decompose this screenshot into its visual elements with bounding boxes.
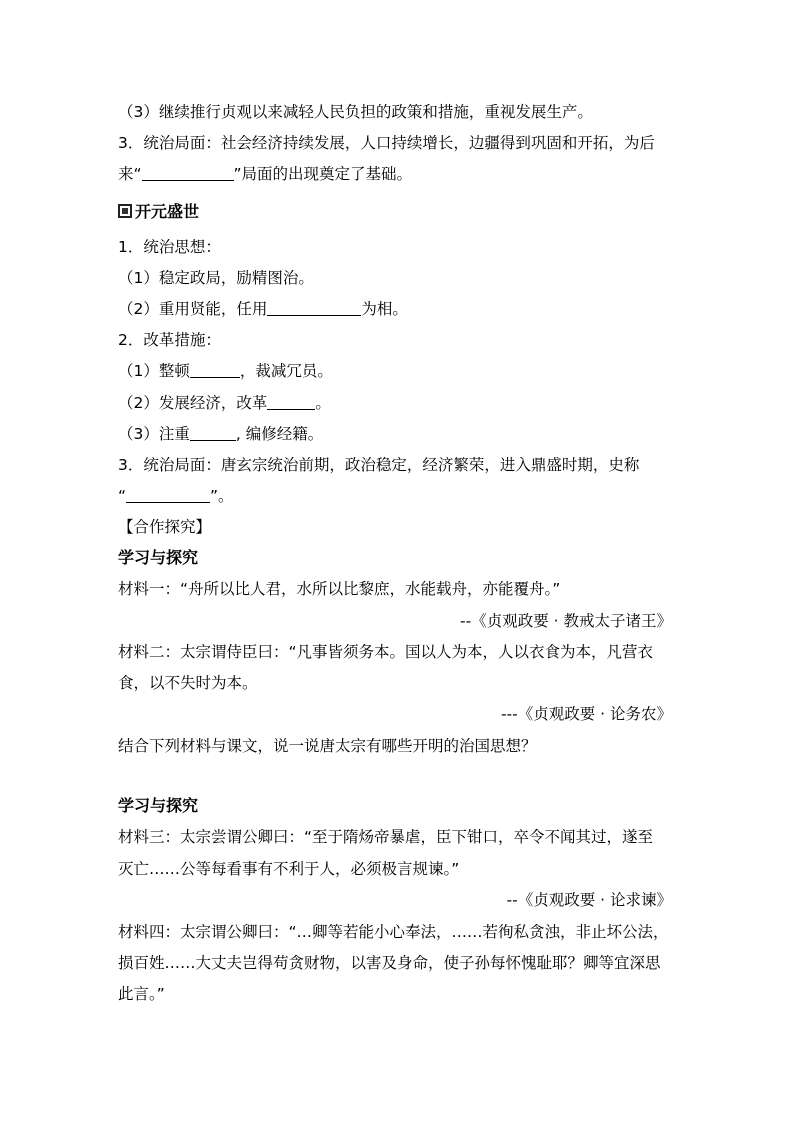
text-segment: （3）注重 (118, 425, 190, 443)
fill-blank-line (118, 423, 323, 445)
text-segment: ”。 (210, 487, 234, 505)
text-line: （1）稳定政局，励精图治。 (118, 269, 314, 287)
text-segment: “ (118, 487, 127, 505)
citation: --《贞观政要 · 论求谏》 (506, 891, 672, 909)
citation: ---《贞观政要 · 论务农》 (500, 705, 672, 723)
fill-blank-line (118, 298, 408, 320)
subsection-heading: 学习与探究 (118, 796, 199, 815)
text-segment: ，裁减冗员。 (239, 362, 333, 380)
answer-blank[interactable] (142, 164, 234, 181)
section-icon (118, 204, 132, 218)
material-line: 材料四：太宗谓公卿曰：“…卿等若能小心奉法，……若徇私贪浊，非止坏公法， (118, 923, 669, 941)
material-line: 此言。” (118, 985, 165, 1003)
answer-blank[interactable] (190, 424, 236, 441)
text-line: 3．统治局面：社会经济持续发展，人口持续增长，边疆得到巩固和开拓，为后 (118, 134, 655, 152)
material-line: 材料一：“舟所以比人君，水所以比黎庶，水能载舟，亦能覆舟。” (118, 580, 561, 598)
section-title: 开元盛世 (135, 202, 200, 221)
text-line: 3．统治局面：唐玄宗统治前期，政治稳定，经济繁荣，进入鼎盛时期，史称 (118, 456, 640, 474)
fill-blank-line (118, 392, 331, 414)
text-segment: ”局面的出现奠定了基础。 (233, 165, 413, 183)
material-line: 材料二：太宗谓侍臣曰：“凡事皆须务本。国以人为本，人以衣食为本，凡营衣 (118, 643, 654, 661)
section-heading (118, 201, 199, 223)
section-label: 【合作探究】 (118, 518, 212, 536)
text-segment: （1）整顿 (118, 362, 190, 380)
text-segment: 来“ (118, 165, 142, 183)
text-segment: , 编修经籍。 (235, 425, 324, 443)
answer-blank[interactable] (126, 486, 210, 503)
fill-blank-line (118, 360, 333, 382)
text-line: （3）继续推行贞观以来减轻人民负担的政策和措施，重视发展生产。 (118, 103, 593, 121)
material-line: 材料三：太宗尝谓公卿曰：“至于隋炀帝暴虐，臣下钳口，卒令不闻其过，遂至 (118, 828, 654, 846)
citation: --《贞观政要 · 教戒太子诸王》 (460, 612, 672, 630)
material-line: 灭亡……公等每看事有不利于人，必须极言规谏。” (118, 860, 460, 878)
fill-blank-line (118, 485, 234, 507)
question-line: 结合下列材料与课文，说一说唐太宗有哪些开明的治国思想？ (118, 737, 537, 755)
answer-blank[interactable] (267, 299, 361, 316)
text-segment: 为相。 (361, 300, 408, 318)
answer-blank[interactable] (267, 393, 315, 410)
text-line: 1．统治思想： (118, 238, 221, 256)
material-line: 食，以不失时为本。 (118, 674, 258, 692)
subsection-heading: 学习与探究 (118, 548, 199, 567)
text-segment: （2）发展经济，改革 (118, 394, 268, 412)
text-line: 2．改革措施： (118, 331, 221, 349)
text-segment: （2）重用贤能，任用 (118, 300, 268, 318)
fill-blank-line (118, 163, 412, 185)
text-segment: 。 (315, 394, 331, 412)
answer-blank[interactable] (190, 361, 240, 378)
material-line: 损百姓……大丈夫岂得苟贪财物，以害及身命，使子孙每怀愧耻耶？卿等宜深思 (118, 954, 661, 972)
